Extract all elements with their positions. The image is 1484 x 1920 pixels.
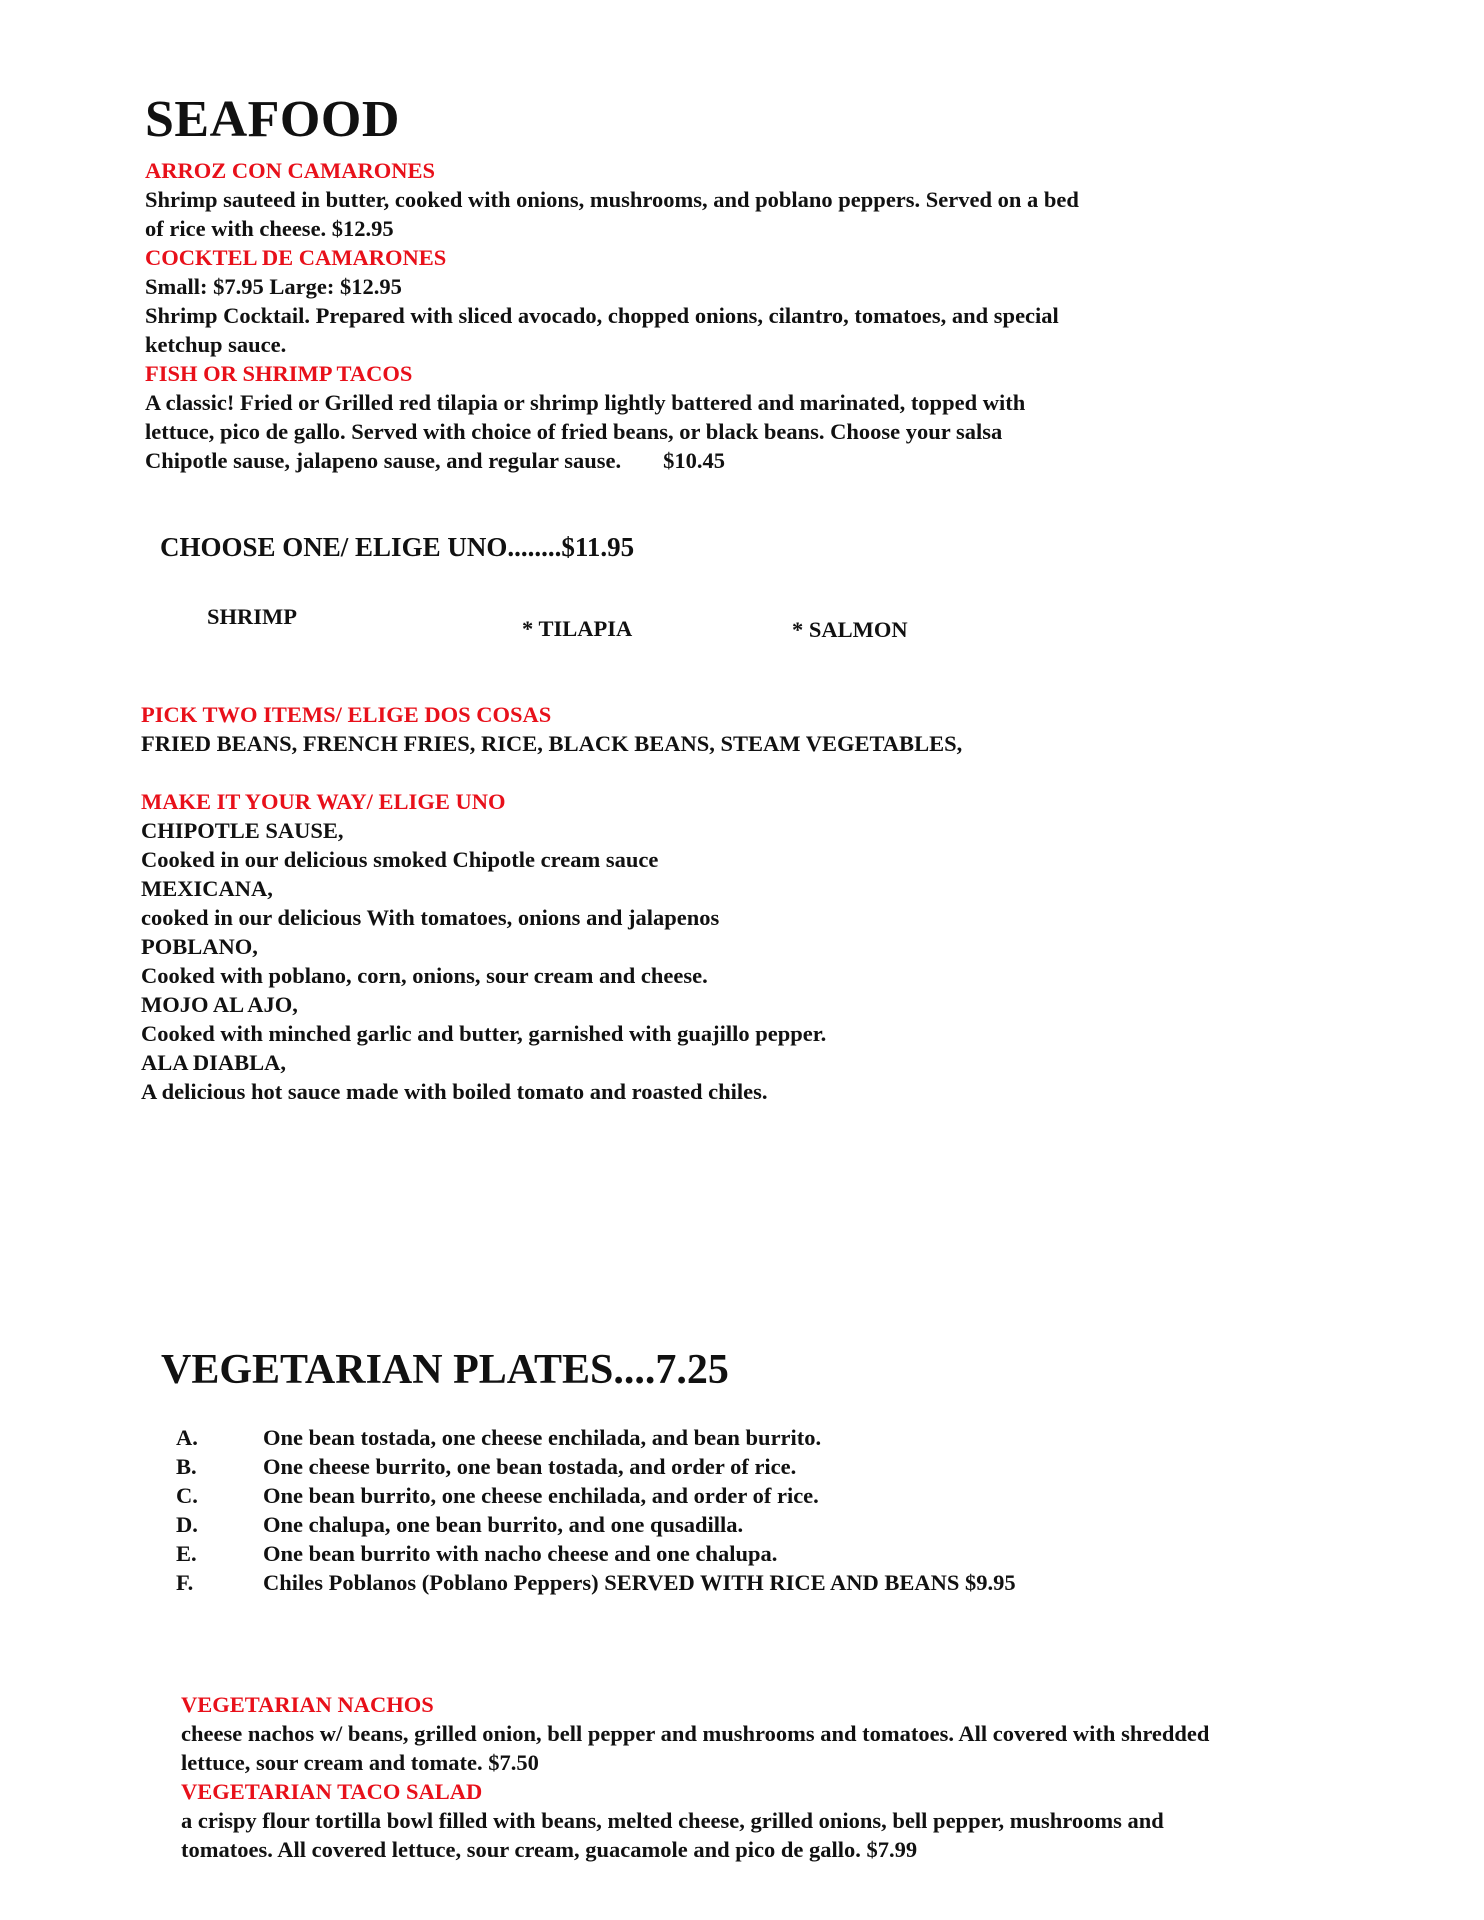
arroz-con-camarones-desc: Shrimp sauteed in butter, cooked with onions, mushrooms, and poblano peppers. Served on a bed of rice with cheese. $12.95 xyxy=(145,187,1079,241)
vegetarian-title: VEGETARIAN PLATES....7.25 xyxy=(161,1347,729,1393)
plate-letter: C. xyxy=(176,1483,198,1508)
plate-letter: D. xyxy=(176,1512,198,1537)
sauce-mojo-al-ajo-desc: Cooked with minched garlic and butter, garnished with guajillo pepper. xyxy=(141,1021,827,1046)
choose-option-salmon: * SALMON xyxy=(792,617,908,642)
sauce-ala-diabla: ALA DIABLA, xyxy=(141,1050,287,1075)
plate-text: One bean burrito, one cheese enchilada, and order of rice. xyxy=(263,1483,819,1508)
pick-two-heading: PICK TWO ITEMS/ ELIGE DOS COSAS xyxy=(141,702,552,727)
plate-letter: E. xyxy=(176,1541,197,1566)
choose-option-shrimp: SHRIMP xyxy=(207,604,297,629)
plate-letter: A. xyxy=(176,1425,198,1450)
plate-text: One bean tostada, one cheese enchilada, and bean burrito. xyxy=(263,1425,822,1450)
seafood-title: SEAFOOD xyxy=(145,91,400,148)
sauce-ala-diabla-desc: A delicious hot sauce made with boiled tomato and roasted chiles. xyxy=(141,1079,768,1104)
sauce-poblano-desc: Cooked with poblano, corn, onions, sour cream and cheese. xyxy=(141,963,708,988)
sauce-chipotle: CHIPOTLE SAUSE, xyxy=(141,818,344,843)
sauce-poblano: POBLANO, xyxy=(141,934,258,959)
choose-one-heading: CHOOSE ONE/ ELIGE UNO........$11.95 xyxy=(160,532,635,562)
fish-shrimp-tacos-desc xyxy=(145,388,1085,475)
plate-text: One chalupa, one bean burrito, and one qusadilla. xyxy=(263,1512,744,1537)
sauce-mexicana: MEXICANA, xyxy=(141,876,273,901)
vegetarian-taco-salad-name: VEGETARIAN TACO SALAD xyxy=(181,1779,483,1804)
cocktel-sizes: Small: $7.95 Large: $12.95 xyxy=(145,274,402,299)
sauce-chipotle-desc: Cooked in our delicious smoked Chipotle cream sauce xyxy=(141,847,659,872)
tacos-desc-text: A classic! Fried or Grilled red tilapia or shrimp lightly battered and marinated, topped with lettuce, pico de gallo. Served with choice of fried beans, or black beans. Choose your salsa Chipotle sause, jalapeno sause, and regular sause. xyxy=(145,390,1026,473)
vegetarian-nachos-name: VEGETARIAN NACHOS xyxy=(181,1692,434,1717)
plate-text: Chiles Poblanos (Poblano Peppers) SERVED WITH RICE AND BEANS $9.95 xyxy=(263,1570,1016,1595)
cocktel-de-camarones-name: COCKTEL DE CAMARONES xyxy=(145,245,447,270)
plate-text: One cheese burrito, one bean tostada, and order of rice. xyxy=(263,1454,797,1479)
plate-letter: F. xyxy=(176,1570,194,1595)
plate-text: One bean burrito with nacho cheese and one chalupa. xyxy=(263,1541,778,1566)
cocktel-desc: Shrimp Cocktail. Prepared with sliced avocado, chopped onions, cilantro, tomatoes, and special ketchup sauce. xyxy=(145,303,1059,357)
tacos-price: $10.45 xyxy=(663,448,725,473)
make-it-your-way-options xyxy=(141,816,826,1106)
plate-letter: B. xyxy=(176,1454,197,1479)
pick-two-items: FRIED BEANS, FRENCH FRIES, RICE, BLACK BEANS, STEAM VEGETABLES, xyxy=(141,731,963,756)
arroz-con-camarones-name: ARROZ CON CAMARONES xyxy=(145,158,436,183)
sauce-mexicana-desc: cooked in our delicious With tomatoes, onions and jalapenos xyxy=(141,905,720,930)
fish-shrimp-tacos-name: FISH OR SHRIMP TACOS xyxy=(145,361,413,386)
choose-option-tilapia: * TILAPIA xyxy=(522,616,633,641)
make-it-your-way-heading: MAKE IT YOUR WAY/ ELIGE UNO xyxy=(141,789,506,814)
vegetarian-nachos-desc: cheese nachos w/ beans, grilled onion, bell pepper and mushrooms and tomatoes. All covered with shredded lettuce, sour cream and tomate. $7.50 xyxy=(181,1721,1210,1775)
vegetarian-plates-list xyxy=(176,1423,1176,1603)
vegetarian-taco-salad-desc: a crispy flour tortilla bowl filled with beans, melted cheese, grilled onions, bell pepper, mushrooms and tomatoes. All covered lettuce, sour cream, guacamole and pico de gallo. $7.99 xyxy=(181,1808,1164,1862)
sauce-mojo-al-ajo: MOJO AL AJO, xyxy=(141,992,298,1017)
